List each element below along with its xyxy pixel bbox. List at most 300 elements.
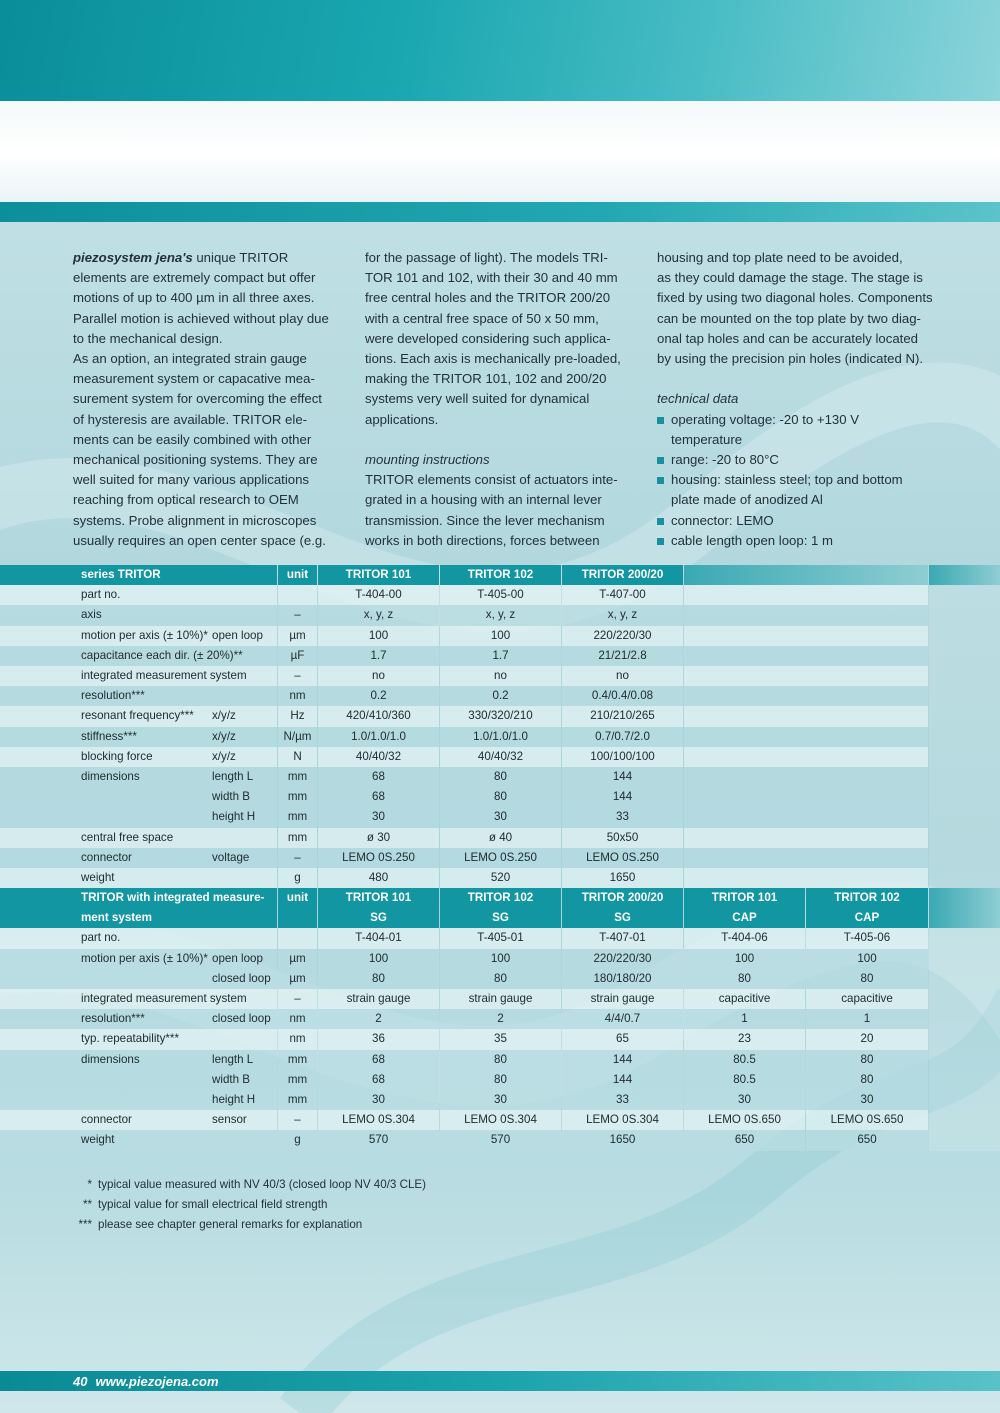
- table-cell: 570: [368, 1133, 389, 1147]
- table-cell: 220/220/30: [593, 628, 652, 642]
- intro-line: surement system for overcoming the effect: [73, 391, 322, 407]
- table-cell: 80: [494, 971, 507, 985]
- table-cell: 100: [490, 951, 511, 965]
- table-cell: LEMO 0S.250: [342, 850, 415, 864]
- table-cell: motion per axis (± 10%)*: [81, 628, 208, 642]
- table-row: [0, 666, 1000, 686]
- table-cell: ment system: [81, 911, 152, 925]
- table-cell: CAP: [732, 911, 757, 925]
- table-row: [0, 1130, 1000, 1150]
- table-cell: dimensions: [81, 1052, 140, 1066]
- intro-column-1: [73, 248, 343, 551]
- table-cell: integrated measurement system: [81, 669, 247, 682]
- intro-line: measurement system or capacative mea-: [73, 371, 315, 387]
- table-cell: 520: [490, 871, 511, 884]
- intro-line: As an option, an integrated strain gauge: [73, 351, 307, 367]
- cell-background: [0, 585, 277, 605]
- table-row: [0, 626, 1000, 646]
- table-cell: LEMO 0S.250: [586, 850, 659, 864]
- table-cell: 420/410/360: [346, 709, 411, 723]
- table-cell: 100/100/100: [590, 749, 655, 763]
- cell-background: [929, 807, 1000, 827]
- table-cell: sensor: [212, 1113, 247, 1127]
- table-cell: open loop: [212, 628, 263, 642]
- table-cell: axis: [81, 608, 102, 622]
- table-cell: 144: [612, 1072, 633, 1086]
- table-cell: 20: [860, 1032, 874, 1046]
- table-cell: T-404-01: [355, 931, 402, 945]
- cell-background: [929, 706, 1000, 726]
- table-cell: 80: [372, 971, 385, 985]
- table-cell: N: [293, 749, 302, 763]
- intro-line: TOR 101 and 102, with their 30 and 40 mm: [365, 270, 618, 286]
- intro-line: mechanical positioning systems. They are: [73, 452, 318, 468]
- table-row: [0, 1050, 1000, 1070]
- table-cell: 220/220/30: [593, 951, 652, 965]
- intro-line: Parallel motion is achieved without play due: [73, 310, 329, 326]
- table-cell: 80: [494, 1052, 507, 1066]
- table-cell: 1: [741, 1012, 748, 1026]
- table-cell: [278, 585, 317, 605]
- table-cell: LEMO 0S.304: [464, 1113, 537, 1127]
- table-cell: length L: [212, 770, 254, 783]
- table-cell: –: [294, 850, 301, 864]
- table-cell: T-405-01: [477, 931, 524, 945]
- table-cell: blocking force: [81, 749, 153, 763]
- table-cell: µm: [289, 628, 306, 642]
- table-cell: open loop: [212, 951, 263, 965]
- table-cell: 144: [612, 790, 633, 804]
- table-row: [0, 989, 1000, 1009]
- table-row: [0, 928, 1000, 948]
- table-cell: TRITOR 200/20: [581, 568, 664, 581]
- table-cell: 80: [860, 971, 874, 985]
- cell-background: [929, 787, 1000, 807]
- table-cell: 23: [738, 1032, 751, 1046]
- table-cell: 68: [372, 790, 385, 804]
- tech-bullet: cable length open loop: 1 m: [657, 531, 947, 551]
- table-cell: 33: [616, 810, 629, 824]
- table-header-row: [0, 888, 1000, 908]
- cell-background: [684, 767, 928, 787]
- table-cell: mm: [287, 1093, 308, 1106]
- table-row: [0, 1090, 1000, 1110]
- brand-name: piezosystem jena's: [73, 250, 193, 265]
- table-cell: closed loop: [212, 971, 271, 985]
- cell-background: [684, 666, 928, 686]
- intro-line: [73, 248, 343, 268]
- table-cell: 1.0/1.0/1.0: [351, 729, 406, 743]
- table-row: [0, 605, 1000, 625]
- table-cell: 80: [494, 770, 507, 783]
- table-cell: no: [372, 669, 385, 682]
- cell-background: [684, 626, 928, 646]
- cell-background: [929, 1050, 1000, 1070]
- table-cell: 0.2: [370, 689, 387, 703]
- intro-line: grated in a housing with an internal lever: [365, 492, 602, 508]
- table-cell: [278, 908, 317, 928]
- table-cell: –: [294, 1113, 301, 1127]
- table-cell: weight: [81, 1133, 115, 1147]
- header-band-divider: [0, 202, 1000, 222]
- cell-background: [0, 1130, 277, 1150]
- table-cell: mm: [287, 770, 308, 783]
- intro-line: well suited for many various applications: [73, 472, 310, 488]
- cell-background: [684, 646, 928, 666]
- table-row: [0, 807, 1000, 827]
- cell-background: [929, 908, 1000, 928]
- cell-background: [929, 666, 1000, 686]
- table-cell: ø 30: [366, 830, 391, 844]
- table-cell: TRITOR 102: [467, 568, 534, 581]
- cell-background: [684, 828, 928, 848]
- table-cell: 100: [490, 628, 511, 642]
- table-cell: 100: [857, 951, 877, 965]
- table-cell: capacitive: [718, 992, 771, 1005]
- table-cell: typ. repeatability***: [81, 1032, 179, 1046]
- table-cell: 144: [612, 1052, 633, 1066]
- table-cell: 30: [738, 1093, 751, 1106]
- table-cell: 50x50: [606, 830, 639, 844]
- cell-background: [929, 585, 1000, 605]
- table-cell: 1650: [609, 1133, 636, 1147]
- table-cell: CAP: [854, 911, 880, 925]
- cell-background: [929, 686, 1000, 706]
- table-cell: 4/4/0.7: [604, 1012, 641, 1026]
- table-cell: µm: [289, 971, 306, 985]
- table-cell: 40/40/32: [477, 749, 524, 763]
- cell-background: [929, 1110, 1000, 1130]
- table-cell: height H: [212, 1093, 256, 1106]
- spacer: [365, 430, 635, 450]
- tech-bullet: operating voltage: -20 to +130 V: [657, 410, 947, 430]
- cell-background: [929, 868, 1000, 888]
- table-row: [0, 828, 1000, 848]
- table-row: [0, 868, 1000, 888]
- intro-line: systems. Probe alignment in microscopes: [73, 512, 317, 528]
- table-cell: 80: [860, 1072, 874, 1086]
- table-cell: x, y, z: [607, 608, 638, 622]
- table-cell: 40/40/32: [355, 749, 402, 763]
- cell-background: [929, 646, 1000, 666]
- table-cell: 68: [372, 770, 385, 783]
- table-row: [0, 1110, 1000, 1130]
- table-cell: 180/180/20: [593, 971, 652, 985]
- cell-background: [929, 828, 1000, 848]
- intro-column-2: [365, 248, 635, 551]
- table-cell: dimensions: [81, 770, 140, 783]
- cell-background: [684, 807, 928, 827]
- table-cell: strain gauge: [346, 992, 411, 1005]
- page-number: 40: [73, 1374, 88, 1389]
- table-cell: 80.5: [733, 1052, 756, 1066]
- table-cell: N/µm: [283, 729, 312, 743]
- table-row: [0, 747, 1000, 767]
- tech-bullet: housing: stainless steel; top and bottom: [657, 470, 947, 490]
- table-cell: nm: [289, 689, 306, 703]
- table-cell: connector: [81, 1113, 132, 1127]
- table-header-row: [0, 908, 1000, 928]
- table-cell: central free space: [81, 830, 174, 844]
- intro-line: of hysteresis are available. TRITOR ele-: [73, 411, 308, 427]
- table-cell: T-404-00: [355, 588, 402, 602]
- cell-background: [929, 605, 1000, 625]
- table-cell: 80: [738, 971, 751, 985]
- footnote-text: please see chapter general remarks for explanation: [98, 1218, 363, 1232]
- table-cell: 480: [368, 871, 389, 884]
- table-cell: 1.0/1.0/1.0: [473, 729, 528, 743]
- table-cell: 30: [494, 810, 507, 824]
- table-cell: stiffness***: [81, 729, 137, 743]
- table-cell: 100: [368, 951, 389, 965]
- intro-line: fixed by using two diagonal holes. Components: [657, 290, 933, 306]
- intro-line: housing and top plate need to be avoided,: [657, 250, 903, 265]
- intro-line: motions of up to 400 µm in all three axes.: [73, 290, 315, 306]
- cell-background: [929, 969, 1000, 989]
- table-cell: 33: [616, 1093, 629, 1106]
- cell-background: [0, 605, 277, 625]
- table-cell: µF: [290, 648, 305, 662]
- table-cell: 330/320/210: [468, 709, 533, 723]
- header-band-white: [0, 101, 1000, 202]
- intro-line: with a central free space of 50 x 50 mm,: [365, 310, 599, 326]
- table-cell: µm: [289, 951, 306, 965]
- table-cell: TRITOR 200/20: [581, 891, 664, 904]
- table-cell: mm: [287, 810, 308, 824]
- table-cell: –: [294, 669, 301, 682]
- table-cell: 210/210/265: [590, 709, 655, 723]
- table-cell: 1: [863, 1012, 871, 1026]
- table-cell: TRITOR 101: [345, 568, 412, 581]
- table-cell: 100: [368, 628, 389, 642]
- cell-background: [684, 706, 928, 726]
- table-cell: no: [494, 669, 507, 682]
- table-cell: [278, 928, 317, 948]
- table-cell: SG: [614, 911, 631, 925]
- footer: [73, 1372, 227, 1392]
- intro-line: to the mechanical design.: [73, 330, 223, 346]
- footnote-mark: *: [87, 1178, 92, 1191]
- cell-background: [0, 928, 277, 948]
- cell-background: [929, 888, 1000, 908]
- website-url: www.piezojena.com: [95, 1374, 219, 1389]
- mounting-instructions-heading: mounting instructions: [365, 452, 490, 468]
- cell-background: [684, 848, 928, 868]
- technical-data-heading: technical data: [657, 391, 739, 407]
- intro-line: by using the precision pin holes (indicated N).: [657, 351, 924, 367]
- table-cell: 30: [372, 1093, 385, 1106]
- intro-text: unique TRITOR: [192, 250, 289, 265]
- table-cell: 80: [494, 790, 507, 804]
- cell-background: [929, 1130, 1000, 1150]
- table-row: [0, 969, 1000, 989]
- table-cell: 65: [616, 1032, 629, 1046]
- table-cell: series TRITOR: [81, 568, 161, 581]
- table-cell: TRITOR 101: [345, 891, 412, 904]
- spacer: [657, 369, 947, 389]
- table-cell: LEMO 0S.304: [586, 1113, 659, 1127]
- table-cell: 0.4/0.4/0.08: [591, 689, 654, 703]
- table-cell: width B: [212, 1072, 251, 1086]
- table-cell: 30: [494, 1093, 507, 1106]
- table-cell: T-407-01: [599, 931, 646, 945]
- table-cell: LEMO 0S.650: [708, 1113, 781, 1127]
- cell-background: [684, 565, 928, 585]
- table-cell: x, y, z: [485, 608, 516, 622]
- table-row: [0, 646, 1000, 666]
- table-cell: connector: [81, 850, 132, 864]
- table-cell: capacitance each dir. (± 20%)**: [81, 648, 243, 662]
- table-cell: x/y/z: [212, 709, 236, 723]
- cell-background: [929, 928, 1000, 948]
- table-cell: unit: [286, 891, 309, 904]
- table-cell: x/y/z: [212, 729, 236, 743]
- tech-bullet: connector: LEMO: [657, 511, 947, 531]
- table-cell: 30: [372, 810, 385, 824]
- table-cell: nm: [289, 1032, 306, 1046]
- table-cell: part no.: [81, 588, 121, 602]
- footnote: [73, 1215, 426, 1235]
- table-cell: T-405-06: [843, 931, 891, 945]
- table-cell: mm: [287, 1072, 308, 1086]
- footnotes: [73, 1175, 426, 1236]
- table-cell: LEMO 0S.650: [830, 1113, 904, 1127]
- table-row: [0, 1070, 1000, 1090]
- table-cell: mm: [287, 1052, 308, 1066]
- table-cell: 35: [494, 1032, 507, 1046]
- table-cell: Hz: [290, 709, 305, 723]
- intro-line: were developed considering such applica-: [365, 330, 611, 346]
- table-cell: TRITOR 102: [834, 891, 900, 904]
- table-cell: part no.: [81, 931, 121, 945]
- table-cell: unit: [286, 568, 309, 581]
- table-row: [0, 949, 1000, 969]
- table-cell: 650: [734, 1133, 755, 1147]
- table-cell: 100: [734, 951, 755, 965]
- cell-background: [684, 868, 928, 888]
- table-cell: –: [294, 992, 301, 1005]
- table-cell: 68: [372, 1072, 385, 1086]
- header-band-top: [0, 0, 1000, 101]
- table-cell: 570: [490, 1133, 511, 1147]
- cell-background: [929, 1070, 1000, 1090]
- intro-line: onal tap holes and can be accurately located: [657, 330, 919, 346]
- intro-line: for the passage of light). The models TRI-: [365, 250, 608, 265]
- table-cell: SG: [492, 911, 509, 925]
- table-cell: height H: [212, 810, 256, 824]
- table-cell: length L: [212, 1052, 254, 1066]
- intro-line: reaching from optical research to OEM: [73, 492, 299, 508]
- table-cell: 0.2: [492, 689, 509, 703]
- table-cell: 36: [372, 1032, 385, 1046]
- table-row: [0, 787, 1000, 807]
- table-cell: x, y, z: [363, 608, 394, 622]
- table-cell: LEMO 0S.250: [464, 850, 537, 864]
- cell-background: [929, 848, 1000, 868]
- table-cell: T-407-00: [599, 588, 646, 602]
- table-cell: strain gauge: [468, 992, 533, 1005]
- intro-line: elements are extremely compact but offer: [73, 270, 316, 286]
- table-cell: voltage: [212, 850, 250, 864]
- cell-background: [684, 727, 928, 747]
- cell-background: [929, 989, 1000, 1009]
- table-cell: mm: [287, 790, 308, 804]
- intro-line: TRITOR elements consist of actuators inte-: [365, 472, 618, 488]
- table-row: [0, 1029, 1000, 1049]
- intro-line: making the TRITOR 101, 102 and 200/20: [365, 371, 607, 387]
- table-cell: 1.7: [370, 648, 387, 662]
- intro-line: as they could damage the stage. The stage is: [657, 270, 923, 286]
- table-cell: TRITOR 102: [467, 891, 534, 904]
- intro-line: tions. Each axis is mechanically pre-loaded,: [365, 351, 621, 367]
- table-cell: resonant frequency***: [81, 709, 194, 723]
- footnote-mark: **: [82, 1198, 92, 1212]
- footnote: [73, 1175, 426, 1195]
- table-cell: TRITOR with integrated measure-: [81, 891, 265, 904]
- table-cell: SG: [370, 911, 387, 925]
- table-cell: TRITOR 101: [711, 891, 778, 904]
- table-cell: x/y/z: [212, 749, 236, 763]
- table-cell: 80: [494, 1072, 507, 1086]
- table-header-row: [0, 565, 1000, 585]
- cell-background: [684, 605, 928, 625]
- table-cell: 2: [375, 1012, 382, 1026]
- cell-background: [929, 1009, 1000, 1029]
- table-cell: T-404-06: [721, 931, 768, 945]
- table-cell: 80: [860, 1052, 874, 1066]
- table-row: [0, 727, 1000, 747]
- table-cell: no: [616, 669, 629, 682]
- cell-background: [684, 787, 928, 807]
- cell-background: [929, 727, 1000, 747]
- footnote-mark: ***: [78, 1218, 92, 1232]
- table-row: [0, 1009, 1000, 1029]
- intro-line: works in both directions, forces between: [365, 532, 600, 548]
- footnote-text: typical value for small electrical field strength: [98, 1198, 328, 1212]
- intro-line: usually requires an open center space (e.g.: [73, 532, 326, 548]
- table-cell: weight: [81, 871, 115, 884]
- table-cell: nm: [289, 1012, 306, 1026]
- cell-background: [684, 686, 928, 706]
- table-cell: ø 40: [488, 830, 513, 844]
- table-cell: 21/21/2.8: [598, 648, 647, 662]
- table-cell: 2: [497, 1012, 504, 1026]
- cell-background: [929, 949, 1000, 969]
- cell-background: [0, 868, 277, 888]
- table-cell: 1.7: [492, 648, 509, 662]
- cell-background: [929, 747, 1000, 767]
- intro-line: free central holes and the TRITOR 200/20: [365, 290, 611, 306]
- cell-background: [684, 585, 928, 605]
- table-cell: 80.5: [733, 1072, 756, 1086]
- table-cell: –: [294, 608, 301, 622]
- table-cell: integrated measurement system: [81, 992, 247, 1005]
- table-cell: g: [294, 1133, 301, 1147]
- tech-bullet: range: -20 to 80°C: [657, 450, 947, 470]
- table-cell: motion per axis (± 10%)*: [81, 951, 208, 965]
- cell-background: [929, 1090, 1000, 1110]
- cell-background: [684, 747, 928, 767]
- cell-background: [929, 1029, 1000, 1049]
- table-cell: 650: [857, 1133, 877, 1147]
- table-cell: 144: [612, 770, 633, 783]
- cell-background: [929, 565, 1000, 585]
- table-cell: resolution***: [81, 689, 145, 703]
- table-cell: resolution***: [81, 1012, 145, 1026]
- intro-line: can be mounted on the top plate by two diag-: [657, 310, 921, 326]
- table-cell: 1650: [609, 871, 636, 884]
- intro-column-3: [657, 248, 947, 551]
